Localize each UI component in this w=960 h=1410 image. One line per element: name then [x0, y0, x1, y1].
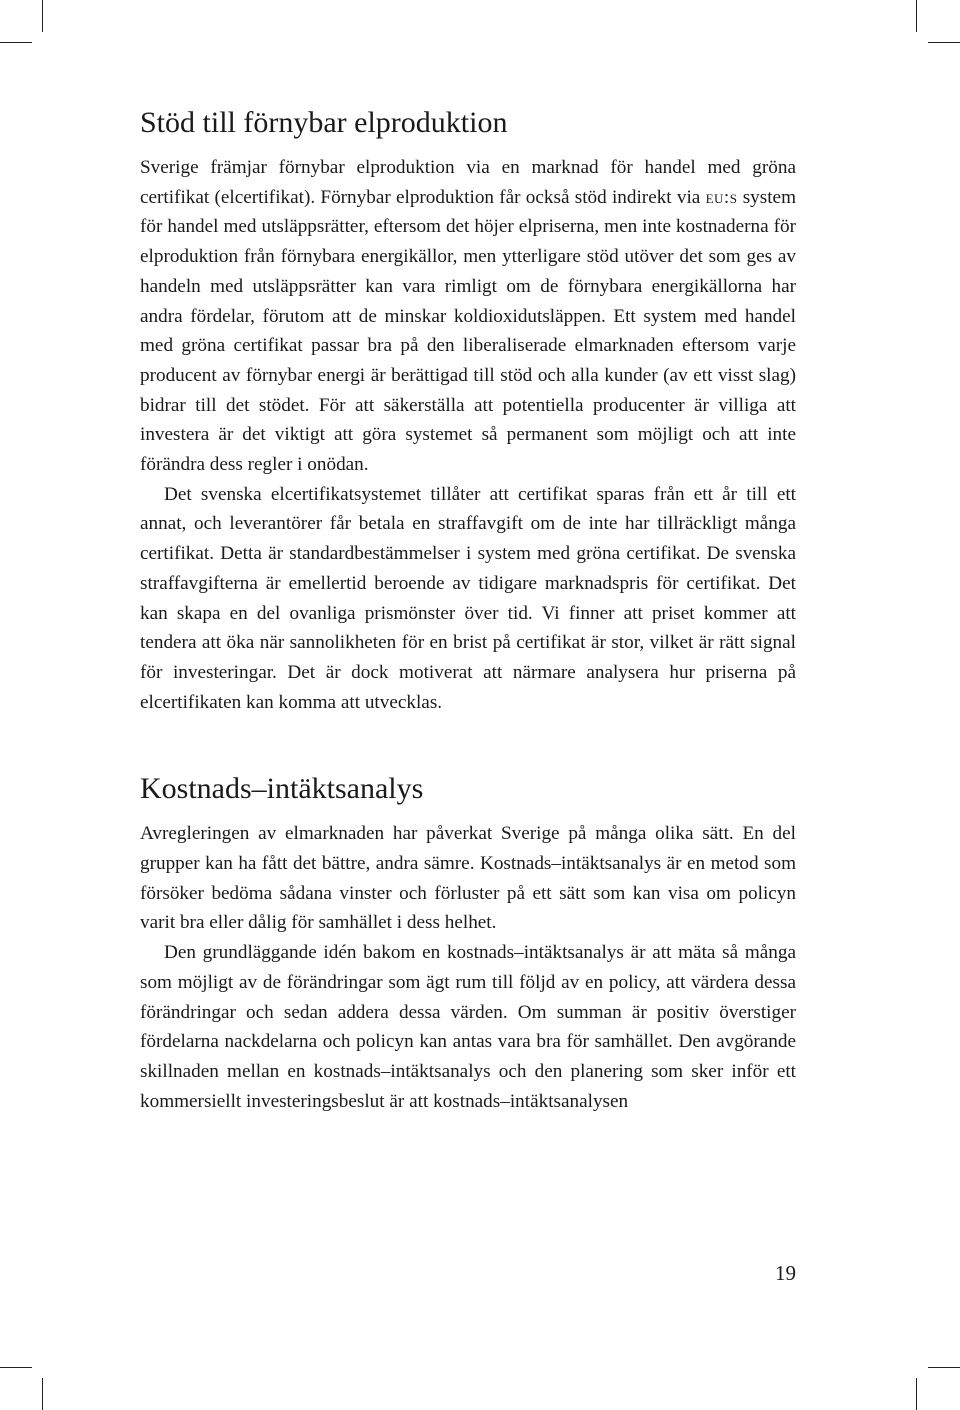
paragraph: Det svenska elcertifikatsystemet tillåter att certifikat sparas från ett år till ett annat, och leverantörer får betala en straffavgift om de inte har tillräckligt många certifikat. Detta är standardbestämmelser i system med gröna certifikat. De svenska straffavgifterna är emellertid beroende av tidigare marknadspris för certifikat. Det kan skapa en del ovanliga prismönster över tid. Vi finner att priset kommer att tendera att öka när sannolikheten för en brist på certifikat är stor, vilket är rätt signal för investeringar. Det är dock motiverat att närmare analysera hur priserna på elcertifikaten kan komma att utvecklas.	[140, 483, 796, 713]
crop-mark-top-left-vertical	[42, 0, 43, 32]
paragraph: Avregleringen av elmarknaden har påverkat Sverige på många olika sätt. En del grupper kan ha fått det bättre, andra sämre. Kostnads–intäktsanalys är en metod som försöker bedöma sådana vinster och förluster på ett sätt som kan visa om policyn varit bra eller dålig för samhället i dess helhet.	[140, 823, 796, 934]
section-renewable-support	[140, 103, 796, 717]
page-content	[140, 103, 796, 1116]
paragraph-text: Sverige främjar förnybar elproduktion via en marknad för handel med gröna certifikat (elcertifikat). Förnybar elproduktion får också stöd indirekt via	[140, 157, 796, 208]
crop-mark-bottom-right-horizontal	[928, 1367, 960, 1368]
crop-mark-bottom-left-horizontal	[0, 1367, 32, 1368]
crop-mark-top-left-horizontal	[0, 42, 32, 43]
crop-mark-top-right-vertical	[916, 0, 917, 32]
section-heading: Kostnads–intäktsanalys	[140, 772, 424, 806]
paragraph	[140, 153, 796, 480]
crop-mark-top-right-horizontal	[928, 42, 960, 43]
paragraph-text: system för handel med utsläppsrätter, eftersom det höjer elpriserna, men inte kostnaderna för elproduktion från förnybara energikällor, men ytterligare stöd utöver det som ges av handeln med utsläppsrätter kan vara rimligt om de förnybara energikällorna har andra fördelar, förutom att de minskar koldioxidutsläppen. Ett system med handel med gröna certifikat passar bra på den liberaliserade elmarknaden eftersom varje producent av förnybar energi är berättigad till stöd och alla kunder (av ett visst slag) bidrar till det stödet. För att säkerställa att potentiella producenter är villiga att investera är det viktigt att göra systemet så permanent som möjligt och att inte förändra dess regler i onödan.	[140, 186, 796, 476]
page-number: 19	[775, 1261, 796, 1285]
crop-mark-bottom-left-vertical	[42, 1378, 43, 1410]
section-cost-benefit-analysis	[140, 769, 796, 1116]
paragraph: Den grundläggande idén bakom en kostnads–intäktsanalys är att mäta så många som möjligt av de förändringar som ägt rum till följd av en policy, att värdera dessa förändringar och sedan addera dessa värden. Om summan är positiv överstiger fördelarna nackdelarna och policyn kan antas vara bra för samhället. Den avgörande skillnaden mellan en kostnads–intäktsanalys och den planering som sker inför ett kommersiellt investeringsbeslut är att kostnads–intäktsanalysen	[140, 942, 796, 1112]
section-heading: Stöd till förnybar elproduktion	[140, 106, 508, 139]
crop-mark-bottom-right-vertical	[916, 1378, 917, 1410]
abbreviation: eu:s	[705, 186, 738, 208]
